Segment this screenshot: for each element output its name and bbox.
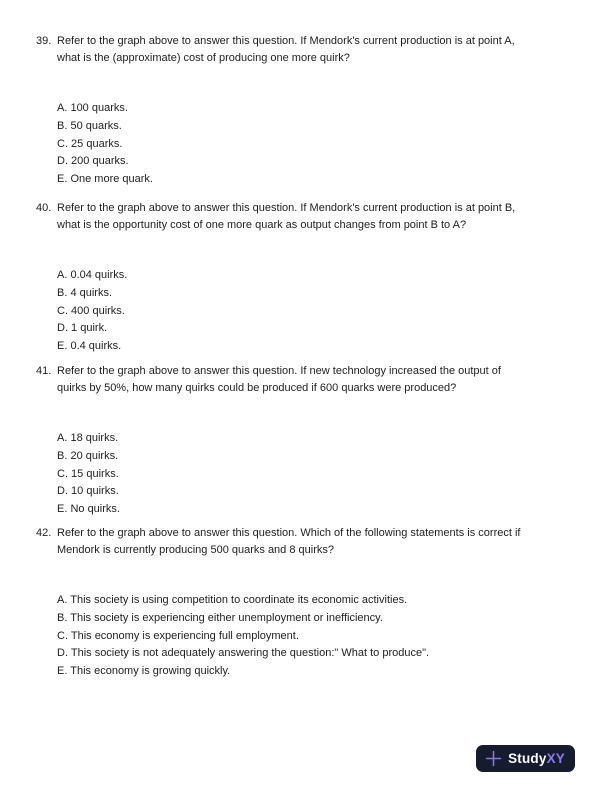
- question-39-line-1: Refer to the graph above to answer this question. If Mendork's current production is at point A,: [57, 35, 515, 47]
- question-42-options: [57, 592, 588, 681]
- question-42-option-a: A. This society is using competition to coordinate its economic activities.: [57, 594, 408, 606]
- question-39-option-b: B. 50 quarks.: [57, 119, 122, 132]
- question-41-option-a: A. 18 quirks.: [57, 432, 119, 444]
- question-42-number: 42.: [36, 527, 52, 539]
- question-42-text: [57, 525, 588, 559]
- question-40-head: [36, 200, 588, 234]
- question-40-option-d: D. 1 quirk.: [57, 322, 108, 335]
- question-41-option-c: C. 15 quirks.: [57, 467, 119, 480]
- question-39-number: 39.: [36, 35, 52, 47]
- question-39-head: [36, 33, 588, 67]
- question-40-option-c: C. 400 quirks.: [57, 304, 125, 317]
- question-39-option-a: A. 100 quarks.: [57, 102, 128, 114]
- question-42-line-1: Refer to the graph above to answer this question. Which of the following statements is correct if: [57, 527, 521, 539]
- question-39-option-e: E. One more quark.: [57, 173, 153, 185]
- question-39-option-d: D. 200 quarks.: [57, 155, 129, 168]
- logo-wordmark: [508, 751, 565, 766]
- question-41-head: [36, 363, 588, 397]
- plus-icon: [485, 750, 502, 767]
- question-42-line-2: Mendork is currently producing 500 quarks and 8 quirks?: [57, 544, 334, 556]
- question-42-option-d: D. This society is not adequately answering the question:" What to produce".: [57, 647, 430, 660]
- question-40-option-a: A. 0.04 quirks.: [57, 269, 128, 281]
- question-42: [36, 525, 588, 681]
- question-42-option-c: C. This economy is experiencing full employment.: [57, 629, 299, 642]
- question-41-line-1: Refer to the graph above to answer this question. If new technology increased the output of: [57, 365, 501, 377]
- question-40-number: 40.: [36, 202, 52, 214]
- question-42-option-b: B. This society is experiencing either unemployment or inefficiency.: [57, 611, 383, 624]
- question-40-text: [57, 200, 588, 234]
- logo-word-study: Study: [508, 751, 547, 766]
- question-40: [36, 200, 588, 356]
- question-41-line-2: quirks by 50%, how many quirks could be produced if 600 quarks were produced?: [57, 382, 457, 394]
- question-41-number: 41.: [36, 365, 52, 377]
- question-39-line-2: what is the (approximate) cost of producing one more quirk?: [57, 52, 350, 64]
- question-40-line-2: what is the opportunity cost of one more quark as output changes from point B to A?: [57, 219, 467, 231]
- question-39-text: [57, 33, 588, 67]
- question-40-options: [57, 267, 588, 356]
- question-42-option-e: E. This economy is growing quickly.: [57, 665, 231, 677]
- question-39-options: [57, 100, 588, 189]
- question-41-options: [57, 430, 588, 519]
- studyxy-logo: [476, 745, 575, 772]
- logo-word-xy: XY: [546, 751, 565, 766]
- question-41-text: [57, 363, 588, 397]
- question-41-option-b: B. 20 quirks.: [57, 449, 119, 462]
- question-39: [36, 33, 588, 189]
- question-41: [36, 363, 588, 519]
- question-40-option-b: B. 4 quirks.: [57, 286, 113, 299]
- question-40-line-1: Refer to the graph above to answer this question. If Mendork's current production is at point B,: [57, 202, 516, 214]
- question-40-option-e: E. 0.4 quirks.: [57, 340, 122, 352]
- question-39-option-c: C. 25 quarks.: [57, 137, 123, 150]
- question-41-option-e: E. No quirks.: [57, 503, 120, 515]
- question-41-option-d: D. 10 quirks.: [57, 485, 119, 498]
- question-42-head: [36, 525, 588, 559]
